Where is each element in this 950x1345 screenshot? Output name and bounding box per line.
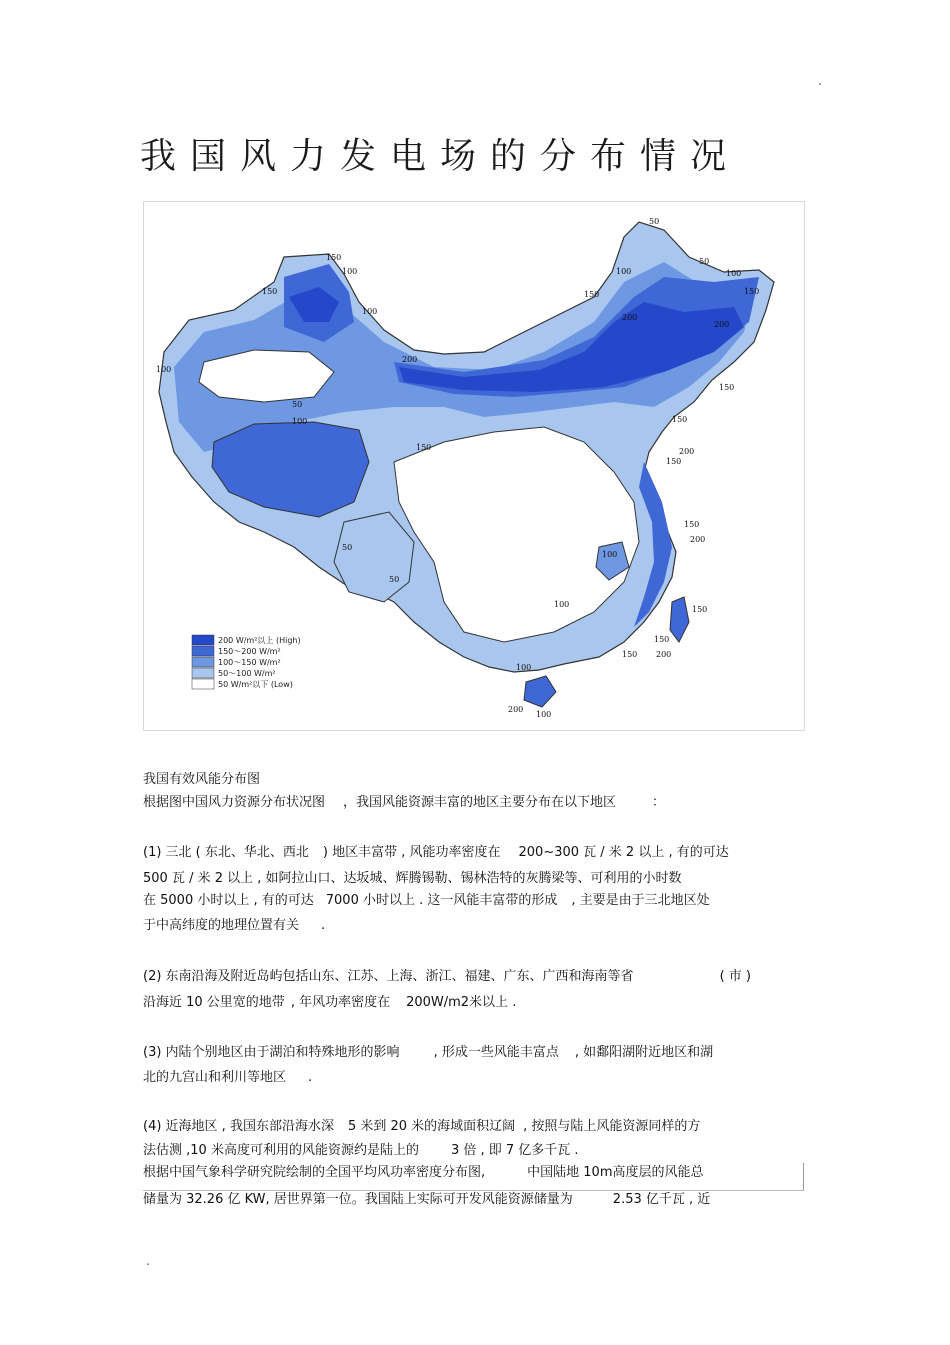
item1-line4: 于中高纬度的地理位置有关 . [143,918,326,933]
page-dot-bottom: . [146,1254,150,1268]
contour-label: 100 [342,267,358,276]
contour-label: 200 [714,320,730,329]
contour-label: 150 [416,443,432,452]
legend-label: 150～200 W/m² [218,647,281,656]
legend-label: 200 W/m²以上 (High) [218,636,301,645]
contour-label: 200 [402,355,418,364]
legend-label: 100～150 W/m² [218,658,281,667]
contour-label: 100 [536,710,552,719]
map-caption: 我国有效风能分布图 [143,772,261,787]
contour-label: 150 [326,253,342,262]
contour-label: 150 [744,287,760,296]
contour-label: 200 [690,535,706,544]
contour-label: 150 [672,415,688,424]
contour-label: 100 [554,600,570,609]
intro-paragraph [143,790,665,816]
contour-label: 50 [649,217,660,226]
legend-label: 50 W/m²以下 (Low) [218,680,293,689]
legend-swatch [192,657,214,667]
contour-label: 150 [584,290,600,299]
contour-label: 100 [516,663,532,672]
map-taiwan [670,597,689,642]
contour-label: 100 [292,417,308,426]
legend-swatch [192,679,214,689]
contour-label: 150 [654,635,670,644]
contour-label: 200 [508,705,524,714]
contour-label: 150 [684,520,700,529]
contour-label: 100 [616,267,632,276]
map-legend [192,635,301,689]
contour-label: 100 [156,365,172,374]
item1-line2: 500 瓦 / 米 2 以上 , 如阿拉山口、达坂城、辉腾锡勒、锡林浩特的灰腾梁等、可利用的小时数 [143,871,682,886]
contour-label: 50 [699,257,710,266]
contour-label: 150 [692,605,708,614]
contour-label: 100 [362,307,378,316]
page-dot-top: . [818,74,822,88]
wind-energy-map [143,201,805,731]
contour-label: 150 [719,383,735,392]
summary-line2: 储量为 32.26 亿 KW, 居世界第一位。我国陆上实际可开发风能资源储量为 2.53 亿千瓦 , 近 [143,1192,711,1207]
legend-swatch [192,635,214,645]
map-hainan [524,676,556,707]
legend-swatch [192,646,214,656]
contour-label: 50 [389,575,400,584]
contour-label: 50 [342,543,353,552]
contour-label: 200 [622,313,638,322]
intro-text: ，我国风能资源丰富的地区主要分布在以下地区 [343,795,617,810]
china-wind-map-svg [144,202,804,730]
contour-label: 150 [262,287,278,296]
item1-line3: 在 5000 小时以上 , 有的可达 7000 小时以上 . 这一风能丰富带的形成 , 主要是由于三北地区处 [143,893,710,908]
contour-label: 200 [656,650,672,659]
item3-line2: 北的九宫山和利川等地区 . [143,1070,313,1085]
summary-line1: 根据中国气象科学研究院绘制的全国平均风功率密度分布图, 中国陆地 10m高度层的风能总 [143,1165,704,1180]
item4-line2: 法估测 ,10 米高度可利用的风能资源约是陆上的 3 倍 , 即 7 亿多千瓦 . [143,1143,579,1158]
item1-line1: (1) 三北 ( 东北、华北、西北 ) 地区丰富带 , 风能功率密度在 200~300 瓦 / 米 2 以上 , 有的可达 [143,845,729,860]
item3-line1: (3) 内陆个别地区由于湖泊和特殊地形的影响 , 形成一些风能丰富点 , 如鄱阳湖附近地区和湖 [143,1045,714,1060]
contour-label: 200 [679,447,695,456]
page-title: 我国风力发电场的分布情况 [140,136,741,177]
item4-line1: (4) 近海地区 , 我国东部沿海水深 5 米到 20 米的海域面积辽阔 , 按照与陆上风能资源同样的方 [143,1119,701,1134]
legend-swatch [192,668,214,678]
item2-line2: 沿海近 10 公里宽的地带 , 年风功率密度在 200W/m2米以上 . [143,995,517,1010]
contour-label: 100 [602,550,618,559]
item2-line1: (2) 东南沿海及附近岛屿包括山东、江苏、上海、浙江、福建、广东、广西和海南等省 ( 市 ) [143,969,751,984]
legend-label: 50～100 W/m² [218,669,276,678]
contour-label: 100 [726,269,742,278]
contour-label: 50 [292,400,303,409]
contour-label: 150 [666,457,682,466]
intro-text: 根据图中国风力资源分布状况图 [143,795,326,810]
intro-text: ： [652,795,666,810]
contour-label: 150 [622,650,638,659]
